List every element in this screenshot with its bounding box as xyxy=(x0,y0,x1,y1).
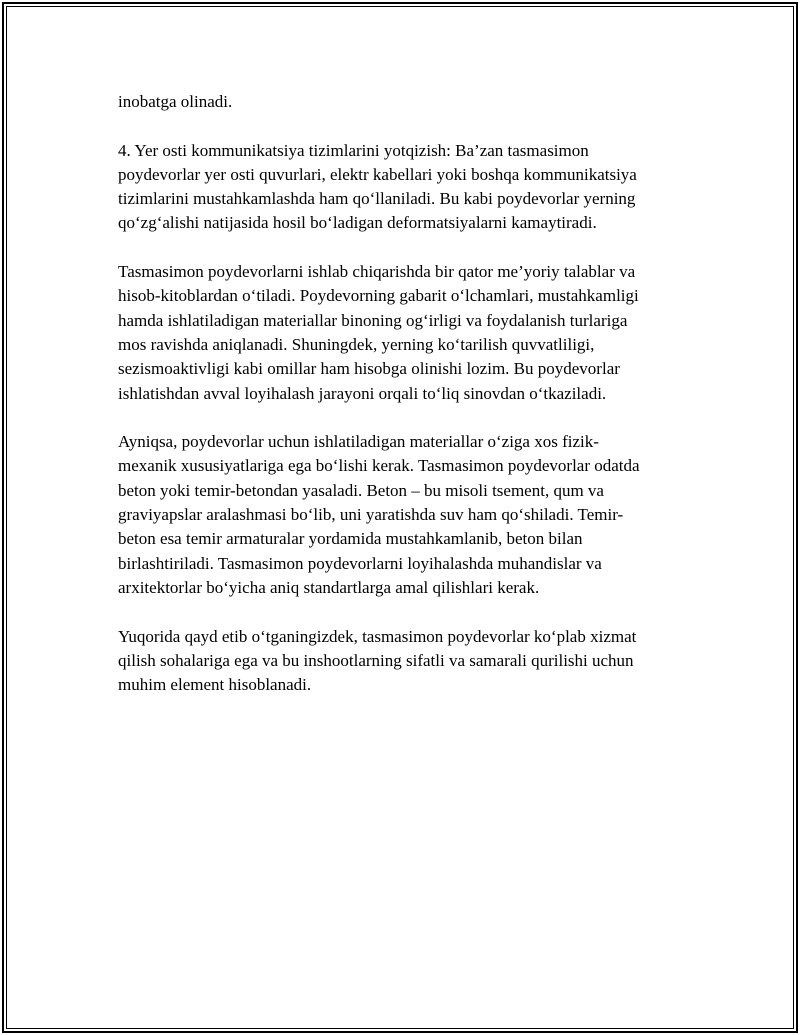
paragraph-requirements: Tasmasimon poydevorlarni ishlab chiqarishda bir qator me’yoriy talablar va hisob-kitoblardan o‘tiladi. Poydevorning gabarit o‘lchamlari, mustahkamligi hamda ishlatiladigan materiallar binoning og‘irligi va foydalanish turlariga mos ravishda aniqlanadi. Shuningdek, yerning ko‘tarilish quvvatliligi, sezismoaktivligi kabi omillar ham hisobga olinishi lozim. Bu poydevorlar ishlatishdan avval loyihalash jarayoni orqali to‘liq sinovdan o‘tkaziladi. xyxy=(118,262,639,403)
paragraph-materials: Ayniqsa, poydevorlar uchun ishlatiladigan materiallar o‘ziga xos fizik- mexanik xususiyatlariga ega bo‘lishi kerak. Tasmasimon poydevorlar odatda beton yoki temir-betondan yasaladi. Beton – bu misoli tsement, qum va graviyapslar aralashmasi bo‘lib, uni yaratishda suv ham qo‘shiladi. Temir- beton esa temir armaturalar yordamida mustahkamlanib, beton bilan birlashtiriladi. Tasmasimon poydevorlarni loyihalashda muhandislar va arxitektorlar bo‘yicha aniq standartlarga amal qilishlari kerak. xyxy=(118,432,640,597)
document-body xyxy=(118,90,688,722)
paragraph-conclusion: Yuqorida qayd etib o‘tganingizdek, tasmasimon poydevorlar ko‘plab xizmat qilish sohalariga ega va bu inshootlarning sifatli va samarali qurilishi uchun muhim element hisoblanadi. xyxy=(118,626,637,695)
paragraph-communication-systems: 4. Yer osti kommunikatsiya tizimlarini yotqizish: Ba’zan tasmasimon poydevorlar yer osti quvurlari, elektr kabellari yoki boshqa kommunikatsiya tizimlarini mustahkamlashda ham qo‘llaniladi. Bu kabi poydevorlar yerning qo‘zg‘alishi natijasida hosil bo‘ladigan deformatsiyalarni kamaytiradi. xyxy=(118,140,637,233)
paragraph-continuation: inobatga olinadi. xyxy=(118,92,233,111)
